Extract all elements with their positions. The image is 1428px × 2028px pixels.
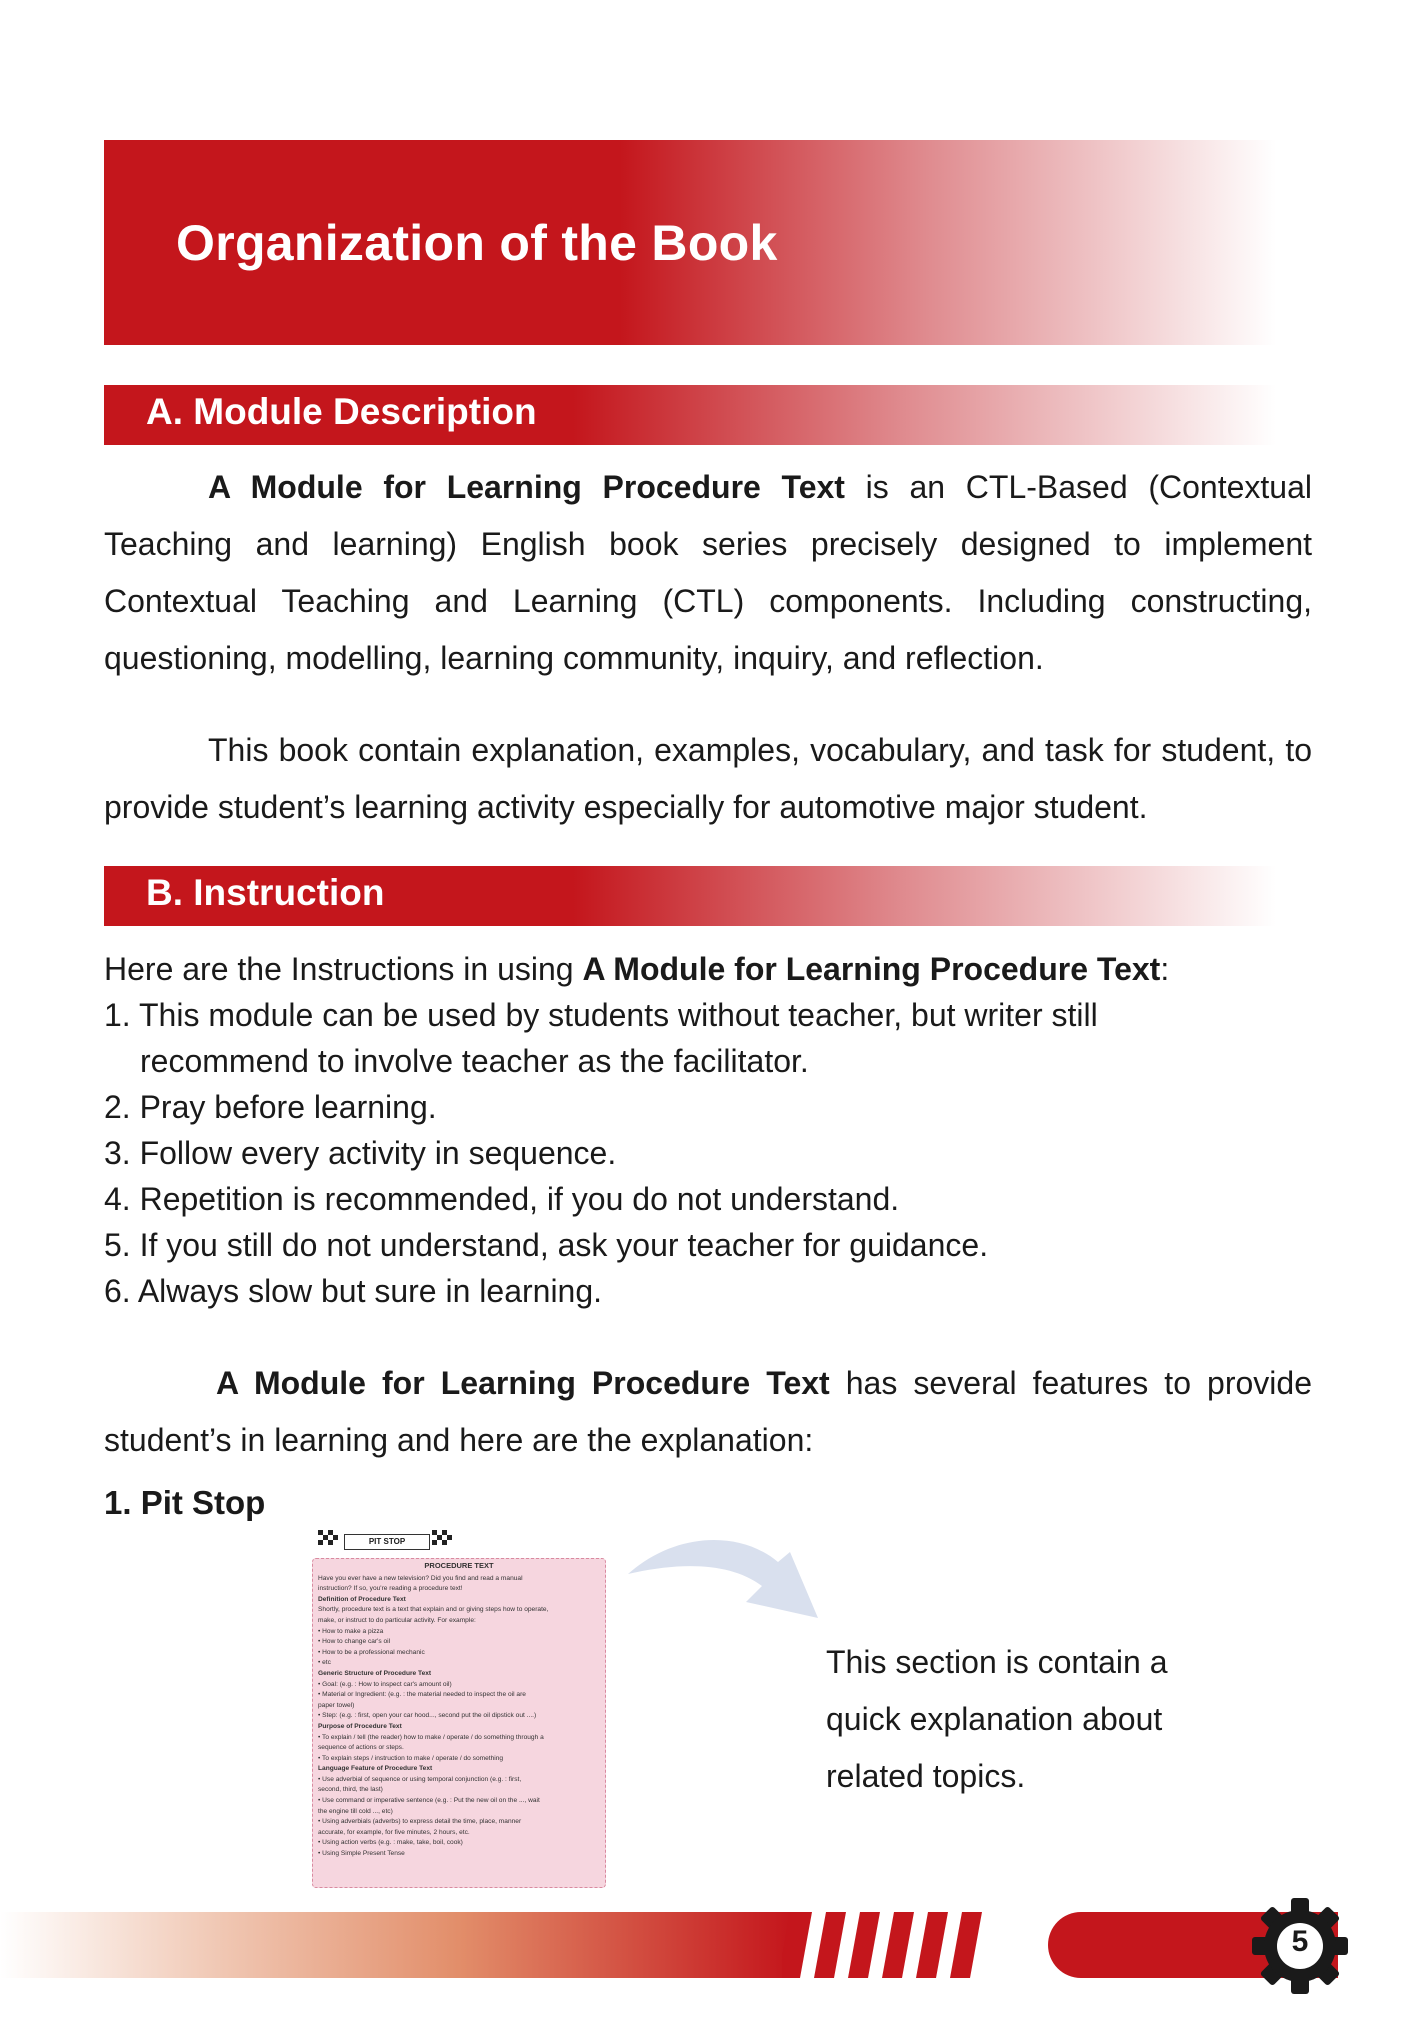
- list-item: 1. This module can be used by students without teacher, but writer still: [104, 997, 1098, 1033]
- features-paragraph: [104, 1355, 1312, 1469]
- checkered-flag-icon: [432, 1530, 454, 1548]
- procedure-text-card: [312, 1558, 606, 1888]
- list-item: 2. Pray before learning.: [104, 1089, 437, 1125]
- section-b-header: [104, 866, 1276, 926]
- footer-gradient-band: [0, 1912, 790, 1978]
- card-line: • Material or Ingredient: (e.g. : the material needed to inspect the oil are: [318, 1691, 526, 1699]
- card-line: Have you ever have a new television? Did you find and read a manual: [318, 1574, 523, 1582]
- page-number: 5: [1291, 1925, 1309, 1958]
- card-line: Shortly, procedure text is a text that explain and or giving steps how to operate,: [318, 1606, 549, 1614]
- page-title: Organization of the Book: [176, 215, 778, 271]
- checkered-flag-icon: [318, 1530, 340, 1548]
- instruction-intro-text: Here are the Instructions in using: [104, 951, 583, 987]
- list-item: 6. Always slow but sure in learning.: [104, 1273, 603, 1309]
- card-line: Purpose of Procedure Text: [318, 1722, 402, 1730]
- module-name-bold: A Module for Learning Procedure Text: [208, 469, 845, 505]
- thumbnail-header-label: PIT STOP: [344, 1534, 430, 1550]
- section-a-header: [104, 385, 1276, 445]
- card-line: • Using adverbials (adverbs) to express detail the time, place, manner: [318, 1818, 522, 1826]
- module-description-text: is an CTL-Based (Contextual Teaching and learning) English book series precisely designed to implement Contextual Teaching and Learning (CTL) components. Including constructing, questioning, modelling, learning community, inquiry, and reflection.: [104, 469, 1313, 676]
- features-text: has several features to provide student’s in learning and here are the explanation:: [104, 1365, 1312, 1458]
- card-line: second, third, the last): [318, 1786, 383, 1794]
- list-item: recommend to involve teacher as the facilitator.: [140, 1043, 809, 1079]
- instruction-list: [104, 946, 1304, 1314]
- card-title: PROCEDURE TEXT: [424, 1561, 494, 1570]
- card-line: • Use command or imperative sentence (e.g. : Put the new oil on the ..., wait: [318, 1797, 540, 1805]
- card-line: • Goal: (e.g. : How to inspect car's amount oil): [318, 1680, 452, 1688]
- pit-stop-heading: 1. Pit Stop: [104, 1484, 266, 1521]
- card-line: Definition of Procedure Text: [318, 1595, 406, 1603]
- caption-line: related topics.: [826, 1758, 1026, 1794]
- card-line: paper towel): [318, 1701, 355, 1709]
- features-module-bold: A Module for Learning Procedure Text: [216, 1365, 830, 1401]
- card-line: sequence of actions or steps.: [318, 1744, 404, 1752]
- caption-line: This section is contain a: [826, 1644, 1168, 1680]
- pit-stop-thumbnail: [308, 1528, 610, 1890]
- card-line: • Step: (e.g. : first, open your car hood..., second put the oil dipstick out ....): [318, 1712, 537, 1720]
- card-line: Language Feature of Procedure Text: [318, 1765, 433, 1773]
- title-banner: [104, 140, 1276, 345]
- book-content-text: This book contain explanation, examples, vocabulary, and task for student, to provide student’s learning activity especially for automotive major student.: [104, 732, 1312, 825]
- instruction-intro-colon: :: [1160, 951, 1170, 987]
- card-line: • How to be a professional mechanic: [318, 1648, 425, 1656]
- pit-stop-caption: [826, 1634, 1168, 1805]
- card-line: make, or instruct to do particular activity. For example:: [318, 1616, 476, 1624]
- module-description-paragraph: [104, 459, 1312, 687]
- card-line: Generic Structure of Procedure Text: [318, 1669, 432, 1677]
- caption-line: quick explanation about: [826, 1701, 1163, 1737]
- card-line: • How to change car's oil: [318, 1638, 391, 1646]
- instruction-intro: [104, 946, 1304, 992]
- card-line: • etc: [318, 1659, 331, 1667]
- list-item: 4. Repetition is recommended, if you do not understand.: [104, 1181, 900, 1217]
- book-content-paragraph: [104, 722, 1312, 836]
- card-lines: [318, 1574, 600, 1860]
- card-line: • Using Simple Present Tense: [318, 1850, 405, 1858]
- section-a-title: A. Module Description: [146, 391, 537, 432]
- footer-stripes: [782, 1912, 1022, 1978]
- list-item: 5. If you still do not understand, ask your teacher for guidance.: [104, 1227, 989, 1263]
- curved-arrow-icon: [620, 1522, 840, 1632]
- card-line: • Using action verbs (e.g. : make, take, boil, cook): [318, 1839, 463, 1847]
- card-line: • To explain / tell (the reader) how to make / operate / do something through a: [318, 1733, 544, 1741]
- card-line: • Use adverbial of sequence or using temporal conjunction (e.g. : first,: [318, 1775, 522, 1783]
- instruction-intro-bold: A Module for Learning Procedure Text: [582, 951, 1161, 987]
- list-item: 3. Follow every activity in sequence.: [104, 1135, 617, 1171]
- card-line: • To explain steps / instruction to make / operate / do something: [318, 1754, 504, 1762]
- section-b-title: B. Instruction: [146, 872, 385, 913]
- card-line: • How to make a pizza: [318, 1627, 384, 1635]
- card-line: accurate, for example, for five minutes, 2 hours, etc.: [318, 1828, 470, 1836]
- thumbnail-header: [318, 1528, 448, 1558]
- card-line: the engine till cold ..., etc): [318, 1807, 393, 1815]
- card-line: instruction? If so, you're reading a procedure text!: [318, 1585, 463, 1593]
